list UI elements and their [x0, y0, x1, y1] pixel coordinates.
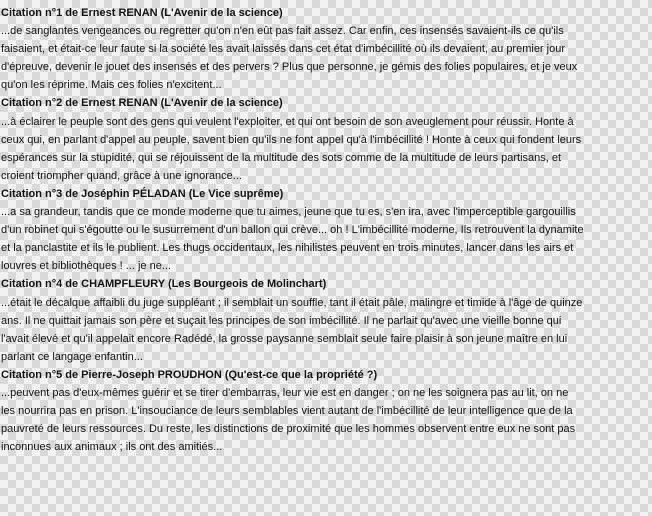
citation-text-line: ans. Il ne quittait jamais son père et suçait les principes de son imbécillité. Il ne parlait qu'avec une vieille bonne qui [1, 314, 562, 327]
citation-text-line: pauvreté de leurs ressources. Du reste, les distinctions de proximité que les hommes observent entre eux ne sont pas [1, 423, 576, 436]
citation-text-line: faisaient, et était-ce leur faute si la société les avait laissés dans cet état d'imbécillité où ils devaient, au premier jour [1, 43, 565, 56]
citation-text-line: ...de sanglantes vengeances ou regretter qu'on n'en eût pas fait assez. Car enfin, ces insensés savaient-ils ce qu'ils [1, 25, 564, 38]
citation-title: Citation n°3 de Joséphin PÉLADAN (Le Vice suprême) [1, 187, 284, 200]
citation-text-line: l'avait élevé et qu'il appelait encore Radédé, la grosse paysanne semblait seule faire plaisir à son jeune maître en lui [1, 332, 568, 345]
citation-block-2 [1, 94, 650, 184]
citation-title: Citation n°2 de Ernest RENAN (L'Avenir de la science) [1, 97, 283, 110]
citation-text-line: ceux qui, en parlant d'appel au peuple, savent bien qu'ils ne font appel qu'à l'imbécillité ! Honte à ceux qui fondent leurs [1, 133, 582, 146]
citation-text-line: ...peuvent pas d'eux-mêmes guérir et se tirer d'embarras, leur vie est en danger ; on ne les soignera pas au lit, on ne [1, 386, 569, 399]
citation-block-1 [1, 4, 650, 94]
citation-text-line: d'un robinet qui s'égoutte ou le susurrement d'un ballon qui crève... oh ! L'imbécillité moderne, Ils retrouvent la dynamite [1, 224, 584, 237]
citation-block-5 [1, 366, 650, 456]
citation-text-line: ...a sa grandeur, tandis que ce monde moderne que tu aimes, jeune que tu es, s'en ira, avec l'imperceptible gargouillis [1, 206, 576, 219]
citation-text-line: qu'on les réprime. Mais ces folies n'excitent... [1, 79, 222, 92]
citation-text-line: espérances sur la stupidité, qui se réjouissent de la multitude des sots comme de la multitude de leurs partisans, et [1, 151, 562, 164]
citation-text-line: et la panclastite et ils le publient. Les thugs occidentaux, les nihilistes peuvent en trois minutes, lancer dans les airs et [1, 242, 574, 255]
citation-text-line: ...était le décalque affaibli du juge suppléant ; il semblait un souffle, tant il était pâle, malingre et timide à l'âge de quinze [1, 296, 583, 309]
citation-text-line: les nourrira pas en prison. L'insouciance de leurs semblables vient autant de l'imbécillité de leur intelligence que de la [1, 405, 573, 418]
citation-text-line: croient triompher quand, grâce à une ignorance... [1, 169, 242, 182]
citation-title: Citation n°1 de Ernest RENAN (L'Avenir de la science) [1, 7, 283, 19]
citation-block-4 [1, 275, 650, 365]
citation-text-line: ...à éclairer le peuple sont des gens qui veulent l'exploiter, et qui ont besoin de son aveuglement pour réussir. Honte à [1, 115, 574, 128]
citation-text-line: parlant ce langage enfantin... [1, 350, 143, 363]
citation-text-line: d'épreuve, devenir le jouet des insensés et des pervers ? Plus que personne, je gémis des folies populaires, et je veux [1, 61, 578, 74]
citation-text-line: louvres et bibliothèques ! ... je ne... [1, 260, 171, 273]
citation-text-line: inconnues aux animaux ; ils ont des amitiés... [1, 441, 223, 454]
citation-title: Citation n°5 de Pierre-Joseph PROUDHON (Qu'est-ce que la propriété ?) [1, 368, 378, 381]
citation-title: Citation n°4 de CHAMPFLEURY (Les Bourgeois de Molinchart) [1, 278, 327, 291]
citation-block-3 [1, 185, 650, 275]
